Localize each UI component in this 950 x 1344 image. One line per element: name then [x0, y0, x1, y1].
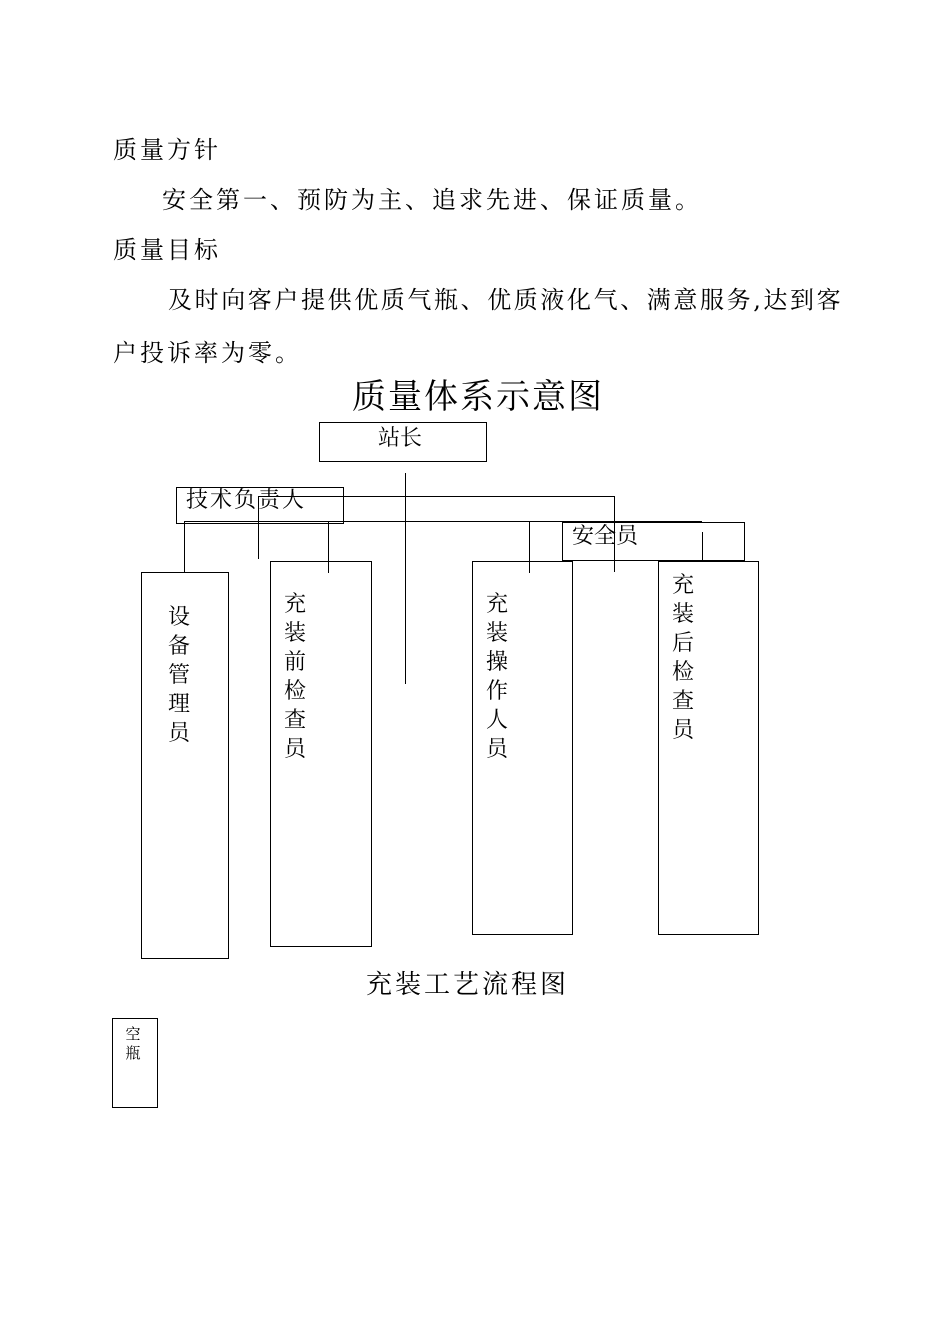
quality-policy-heading: 质量方针	[113, 136, 221, 164]
equipment-manager-label: 设备管理员	[167, 605, 190, 746]
empty-bottle-label: 空瓶	[125, 1025, 141, 1062]
safety-officer-label: 安全员	[572, 524, 639, 549]
center-vertical-line	[405, 473, 406, 684]
equipment-drop-line	[184, 521, 185, 572]
quality-objective-text-line2: 户投诉率为零。	[113, 339, 302, 367]
org-chart-title: 质量体系示意图	[352, 377, 604, 417]
pre-fill-inspector-label: 充装前检查员	[283, 592, 306, 762]
quality-objective-text-line1: 及时向客户提供优质气瓶、优质液化气、满意服务,达到客	[168, 286, 844, 314]
flow-chart-title: 充装工艺流程图	[366, 970, 570, 1000]
quality-objective-heading: 质量目标	[113, 236, 221, 264]
post-fill-inspector-label: 充装后检查员	[671, 573, 694, 743]
fill-operator-label: 充装操作人员	[485, 592, 508, 762]
quality-policy-text: 安全第一、预防为主、追求先进、保证质量。	[162, 186, 702, 214]
technical-lead-label: 技术负责人	[186, 488, 307, 513]
station-head-label: 站长	[378, 426, 423, 451]
